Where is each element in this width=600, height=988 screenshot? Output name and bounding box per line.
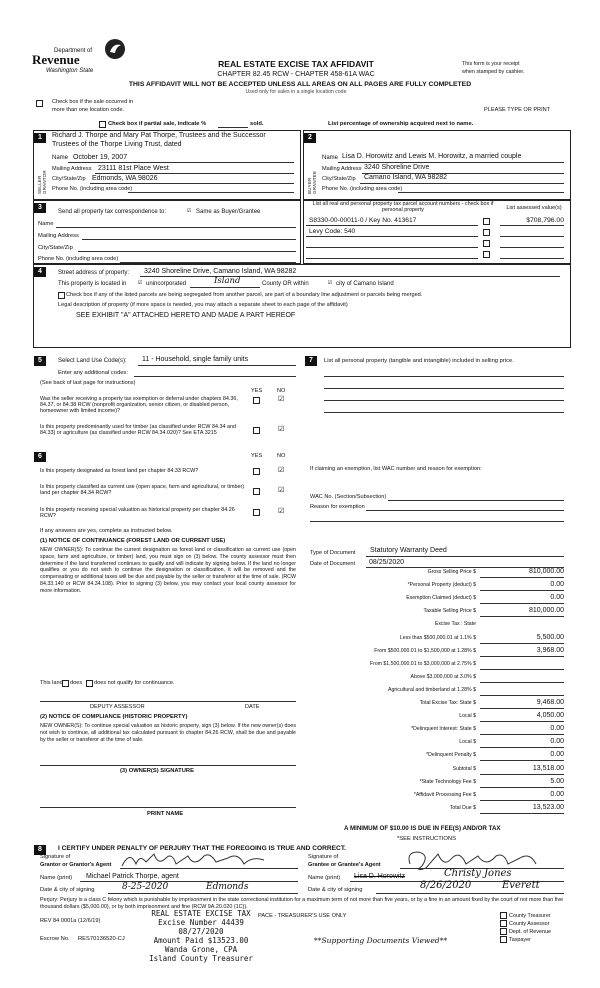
- sec5-q1-no[interactable]: [278, 396, 284, 404]
- tax-row-line: [480, 734, 564, 735]
- deputy-date-label: DATE: [245, 704, 260, 710]
- checkbox-icon: [500, 912, 507, 919]
- section-number-1: 1: [34, 133, 46, 143]
- doc-type[interactable]: Statutory Warranty Deed: [370, 547, 447, 554]
- tax-row-label: Gross Selling Price $: [427, 569, 476, 575]
- tax-row-value[interactable]: 810,000.00: [528, 568, 564, 575]
- yes-header-6: YES: [251, 453, 263, 459]
- tax-row-line: [480, 721, 564, 722]
- grantor-sig-label-2: Grantor or Grantor's Agent: [40, 862, 112, 868]
- notice-compliance-body: NEW OWNER(S): To continue special valuation as historic property, sign (3) below. If the new owner(s) does not wish to continue, all additional tax calculated pursuant to chapter 84.26 RCW, shall be due and payable by the seller or transferor at the time of sale.: [40, 723, 296, 743]
- dor-logo: [32, 38, 132, 78]
- tax-row-label: Agricultural and timberland at 1.28% $: [388, 686, 476, 693]
- tax-row-line: [480, 695, 564, 696]
- corr-name-field[interactable]: [56, 227, 296, 228]
- tax-row-line: [480, 774, 564, 775]
- checked-box-icon: ☑: [137, 279, 143, 286]
- segregated-label: Check box if any of the listed parcels are being segregated from another parcel, are part of a boundary line adjustment or parcels being merged.: [66, 292, 423, 298]
- seller-name-text[interactable]: Richard J. Thorpe and Mary Pat Thorpe, Trustees and the Successor Trustees of the Thorpe Living Trust, dated: [52, 132, 266, 148]
- exemption-label: If claiming an exemption, list WAC number and reason for exemption:: [310, 466, 482, 472]
- copy-distribution-label: County Treasurer: [509, 912, 551, 919]
- seller-city-label: City/State/Zip: [52, 176, 86, 182]
- seller-city-line: [90, 183, 294, 184]
- stamp-line: Amount Paid $13523.00: [153, 936, 249, 945]
- copy-distribution-list: [500, 912, 580, 944]
- grantor-sig-label-1: Signature of: [40, 854, 71, 860]
- certify-statement: I CERTIFY UNDER PENALTY OF PERJURY THAT THE FOREGOING IS TRUE AND CORRECT.: [58, 845, 346, 852]
- street-line: [140, 276, 560, 277]
- parcel-personal-checkbox-4[interactable]: [483, 251, 492, 258]
- tax-row-label: Total Due $: [449, 804, 476, 811]
- corr-phone-label: Phone No. (including area code): [38, 256, 119, 262]
- wac-field[interactable]: [388, 500, 564, 501]
- escrow-label: Escrow No.: [40, 936, 70, 942]
- tax-row-label: Less than $500,000.01 at 1.1% $: [399, 634, 476, 641]
- deputy-signature-line[interactable]: [40, 701, 296, 702]
- type-print-note: PLEASE TYPE OR PRINT: [484, 107, 551, 113]
- tax-row-label: *Delinquent Interest: State $: [411, 726, 476, 733]
- personal-line-1[interactable]: [324, 376, 564, 377]
- corr-phone-field[interactable]: [120, 262, 296, 263]
- tax-row-value[interactable]: 9,468.00: [536, 699, 564, 706]
- city-of-label: city of Camano Island: [336, 281, 394, 287]
- assessed-line-2: [500, 236, 564, 237]
- tax-row-value[interactable]: 0.00: [550, 738, 564, 746]
- see-instructions-note: *SEE INSTRUCTIONS: [397, 836, 456, 842]
- buyer-name-line: [338, 162, 564, 163]
- sec6-q3-yes[interactable]: [253, 509, 262, 516]
- escrow-number[interactable]: RES70136520-CJ: [78, 936, 125, 942]
- receipt-note-1: This form is your receipt: [462, 61, 520, 67]
- sec6-question-2: Is this property classified as current use (open space, farm and agricultural, or timber) land per chapter 84.34 RCW?: [40, 484, 245, 497]
- seller-side-label: SELLER GRANTOR: [37, 170, 48, 194]
- checkbox-icon: [483, 218, 490, 225]
- assessed-line-3: [500, 247, 564, 248]
- additional-codes-label: Enter any additional codes:: [58, 370, 128, 376]
- multi-location-label-1: Check box if the sale occurred in: [52, 99, 134, 105]
- grantee-date[interactable]: 8/26/2020: [420, 880, 472, 891]
- deputy-assessor-label: DEPUTY ASSESSOR: [90, 704, 145, 710]
- personal-line-2[interactable]: [324, 388, 564, 389]
- city-of-checkbox[interactable]: [327, 280, 335, 287]
- street-address[interactable]: 3240 Shoreline Drive, Camano Island, WA 98282: [144, 268, 297, 275]
- tax-row-label: From $500,000.01 to $1,500,000 at 1.28% $: [374, 647, 476, 654]
- tax-row-line: [480, 682, 564, 683]
- tax-row-line: [480, 643, 564, 644]
- grantor-city[interactable]: Edmonds: [206, 882, 249, 892]
- legal-description[interactable]: SEE EXHIBIT "A" ATTACHED HERETO AND MADE A PART HEREOF: [76, 312, 296, 319]
- checkbox-icon: [62, 680, 69, 687]
- doc-date-label: Date of Document: [310, 561, 356, 567]
- sec6-q1-yes[interactable]: [253, 468, 262, 475]
- reason-field-2[interactable]: [310, 521, 564, 522]
- tax-row-value[interactable]: 0.00: [550, 790, 564, 798]
- seller-mailing-label: Mailing Address: [52, 166, 92, 172]
- copy-distribution-item[interactable]: [500, 920, 580, 928]
- form-warning: THIS AFFIDAVIT WILL NOT BE ACCEPTED UNLESS ALL AREAS ON ALL PAGES ARE FULLY COMPLETED: [128, 81, 472, 88]
- checked-box-icon: ☑: [278, 508, 285, 515]
- parcel-number[interactable]: S8330-00-00011-0 / Key No. 413617: [309, 217, 417, 224]
- assessed-header: List assessed value(s): [506, 205, 562, 211]
- land-use-code[interactable]: 11 - Household, single family units: [142, 356, 249, 363]
- tax-row-label: *Personal Property (deduct) $: [407, 582, 476, 589]
- copy-distribution-item[interactable]: [500, 928, 580, 936]
- dor-swirl-icon: [104, 38, 126, 60]
- checkbox-icon: [253, 397, 260, 404]
- tax-row-value[interactable]: 810,000.00: [528, 607, 564, 615]
- seller-mailing[interactable]: 23111 81st Place West: [98, 165, 169, 172]
- send-correspondence-label: Send all property tax correspondence to:: [58, 209, 167, 215]
- stamp-line: Wanda Grone, CPA: [164, 945, 238, 954]
- tax-row-value[interactable]: 13,523.00: [532, 803, 564, 811]
- form-usage: Used only for sales in a single location code: [245, 89, 347, 95]
- parcel-line-2: [306, 236, 478, 237]
- tax-row-label: Total Excise Tax: State $: [419, 700, 476, 706]
- parcel-personal-checkbox-2[interactable]: [483, 229, 492, 236]
- section-number-6: 6: [34, 452, 46, 462]
- copy-distribution-label: Taxpayer: [509, 936, 531, 943]
- checkbox-icon: [253, 427, 260, 434]
- if-yes-note: If any answers are yes, complete as instructed below.: [40, 528, 173, 534]
- same-as-buyer-checkbox[interactable]: [186, 208, 194, 215]
- seller-phone-field[interactable]: [128, 192, 294, 193]
- copy-distribution-label: County Assessor: [509, 920, 550, 927]
- land-does-not-label: does not qualify for continuance.: [94, 680, 175, 686]
- buyer-phone-label: Phone No. (including area code): [322, 186, 403, 192]
- sec5-q1-yes[interactable]: [253, 397, 262, 404]
- tax-row-line: [480, 577, 564, 578]
- treasurer-use-label: PACE - TREASURER'S USE ONLY: [258, 913, 347, 919]
- no-header-6: NO: [277, 453, 286, 459]
- located-label: This property is located in: [58, 281, 127, 287]
- tax-row-value[interactable]: 0.00: [550, 581, 564, 589]
- supporting-docs-stamp: **Supporting Documents Viewed**: [314, 936, 448, 945]
- grantor-date-label: Date & city of signing: [40, 887, 95, 893]
- seller-date[interactable]: October 19, 2007: [73, 154, 128, 161]
- section-number-8: 8: [34, 845, 46, 855]
- tax-row-line: [480, 747, 564, 748]
- seller-name-line: [68, 162, 294, 163]
- minimum-due-note: A MINIMUM OF $10.00 IS DUE IN FEE(S) AND/OR TAX: [344, 825, 501, 832]
- grantor-name[interactable]: Michael Patrick Thorpe, agent: [86, 873, 179, 880]
- checkbox-icon: [253, 488, 260, 495]
- sec6-question-3: Is this property receiving special valuation as historical property per chapter 84.26 RCW?: [40, 507, 235, 520]
- tax-row-label: Subtotal $: [452, 765, 476, 772]
- section-number-3: 3: [34, 203, 46, 213]
- checkbox-icon: [99, 121, 106, 128]
- checked-box-icon: ☑: [278, 396, 285, 403]
- sec6-q2-no[interactable]: [278, 487, 284, 495]
- checked-box-icon: ☑: [278, 487, 285, 494]
- sec6-q2-yes[interactable]: [253, 488, 262, 495]
- tax-row-label: Exemption Claimed (deduct) $: [406, 595, 476, 602]
- parcel-personal-checkbox[interactable]: [483, 218, 492, 225]
- see-back-note: (See back of last page for instructions): [40, 380, 136, 386]
- assessed-value[interactable]: $708,796.00: [526, 217, 564, 224]
- sec5-question-1: Was the seller receiving a property tax exemption or deferral under chapters 84.36, 84.37, or 84.38 RCW (nonprofit organization, senior citizen, or disabled person, homeowner with limited income)?: [40, 396, 238, 415]
- tax-row-label: Above $3,000,000 at 3.0% $: [410, 673, 476, 680]
- stamp-line: Excise Number 44439: [158, 918, 244, 927]
- notice-continuance-title: (1) NOTICE OF CONTINUANCE (FOREST LAND OR CURRENT USE): [40, 538, 226, 544]
- corr-mailing-field[interactable]: [82, 239, 296, 240]
- tax-row-value[interactable]: 5.00: [550, 777, 564, 785]
- dept-small: Department of: [54, 48, 93, 54]
- tax-row-label: From $1,500,000.01 to $3,000,000 at 2.75% $: [369, 660, 476, 667]
- doc-type-label: Type of Document: [310, 550, 356, 556]
- buyer-city-line: [360, 183, 564, 184]
- tax-row-line: [480, 708, 564, 709]
- grantee-city[interactable]: Everett: [502, 880, 540, 891]
- checkbox-icon: [483, 229, 490, 236]
- checkbox-icon: [36, 100, 43, 107]
- buyer-side-label: BUYER GRANTEE: [307, 170, 318, 194]
- grantee-sig-label-1: Signature of: [308, 854, 339, 860]
- seller-city[interactable]: Edmonds, WA 98026: [92, 175, 158, 182]
- section-number-4: 4: [34, 267, 46, 277]
- buyer-mailing-label: Mailing Address: [322, 166, 362, 172]
- checked-box-icon: ☑: [327, 279, 333, 286]
- tax-row-line: [480, 760, 564, 761]
- checkbox-icon: [500, 920, 507, 927]
- notice-continuance-body: NEW OWNER(S): To continue the current designation as forest land or classification as current use (open space, farm and agriculture, or timber) land, you must sign on (3) below. The county assessor must then determine if the land transferred continues to qualify and will indicate by signing below. If the land no longer qualifies or you do not wish to continue the designation or classification, it will be removed and the compensating or additional taxes will be due and payable by the seller or transferor at the time of sale. (RCW 84.33.140 or RCW 84.34.108). Prior to signing (3) below, you may contact your local county assessor for more information.: [40, 547, 296, 594]
- checkbox-icon: [483, 251, 490, 258]
- seller-mailing-line: [95, 173, 294, 174]
- checked-box-icon: ☑: [278, 467, 285, 474]
- copy-distribution-item[interactable]: [500, 912, 580, 920]
- reason-field[interactable]: [366, 510, 564, 511]
- notice-compliance-title: (2) NOTICE OF COMPLIANCE (HISTORIC PROPERTY): [40, 714, 188, 720]
- assessed-line-4: [500, 258, 564, 259]
- parcel-line-4: [306, 258, 478, 259]
- tax-row-label: Taxable Selling Price $: [423, 608, 476, 615]
- corr-mailing-label: Mailing Address: [38, 233, 79, 239]
- unincorporated-checkbox[interactable]: [137, 280, 145, 287]
- this-land-label: This land: [40, 680, 63, 686]
- land-use-line: [138, 365, 296, 366]
- partial-sale-percent-field[interactable]: [218, 127, 248, 128]
- copy-distribution-item[interactable]: [500, 936, 580, 944]
- legal-label: Legal description of property (if more space is needed, you may attach a separate sheet to each page of the affidavit): [58, 302, 348, 308]
- tax-row-line: [480, 616, 564, 617]
- tax-row-line: [480, 813, 564, 814]
- owner-signature-line[interactable]: [40, 765, 296, 766]
- form-subtitle: CHAPTER 82.45 RCW - CHAPTER 458-61A WAC: [217, 71, 375, 78]
- same-as-buyer-label: Same as Buyer/Grantee: [196, 209, 261, 215]
- tax-calculation-table: [300, 568, 570, 818]
- grantee-name-label: Name (print): [308, 875, 341, 881]
- form-title: REAL ESTATE EXCISE TAX AFFIDAVIT: [218, 59, 374, 69]
- grantor-name-line: [80, 881, 298, 882]
- dept-big: Revenue: [32, 52, 80, 67]
- tax-row-label: *Delinquent Penalty $: [426, 752, 476, 759]
- personal-property-label: List all personal property (tangible and intangible) included in selling price.: [324, 358, 514, 364]
- personal-line-3[interactable]: [324, 400, 564, 401]
- multi-location-label-2: more than one location code.: [52, 107, 125, 113]
- tax-row-label: Local $: [459, 713, 476, 720]
- doc-date[interactable]: 08/25/2020: [369, 559, 405, 566]
- buyer-phone-field[interactable]: [398, 192, 564, 193]
- grantor-date-line: [108, 893, 298, 894]
- dept-state: Washington State: [46, 68, 94, 74]
- treasurer-stamp: [126, 909, 276, 963]
- yes-header-5: YES: [251, 388, 263, 394]
- tax-row-line: [480, 603, 564, 604]
- county-or-within-label: County OR within: [262, 281, 309, 287]
- parcel-line-3: [306, 247, 478, 248]
- tax-row-label: *State Technology Fee $: [419, 778, 476, 785]
- tax-row-label: *Affidavit Processing Fee $: [413, 791, 476, 798]
- assessed-line-1: [500, 225, 564, 226]
- sec5-q2-no[interactable]: [278, 426, 284, 434]
- reason-label: Reason for exemption: [310, 504, 365, 510]
- section-number-5: 5: [34, 356, 46, 366]
- tax-row-label: Local $: [459, 739, 476, 746]
- checkbox-icon: [253, 468, 260, 475]
- checkbox-icon: [500, 928, 507, 935]
- personal-line-4[interactable]: [324, 412, 564, 413]
- grantor-sig-line: [120, 868, 298, 869]
- stamp-line: REAL ESTATE EXCISE TAX: [151, 909, 251, 918]
- tax-row-value[interactable]: 13,518.00: [532, 764, 564, 772]
- tax-row-label: Excise Tax : State: [434, 621, 476, 628]
- print-name-line[interactable]: [40, 807, 296, 808]
- grantee-name-struck[interactable]: Lisa D. Horowitz: [354, 873, 405, 880]
- stamp-line: Island County Treasurer: [149, 954, 253, 963]
- street-label: Street address of property:: [58, 270, 130, 276]
- tax-row-value[interactable]: 0.00: [550, 725, 564, 733]
- checkbox-icon: [253, 509, 260, 516]
- buyer-city[interactable]: Camano Island, WA 98282: [364, 174, 448, 181]
- corr-name-label: Name: [38, 221, 54, 227]
- sec5-question-2: Is this property predominantly used for timber (as classified under RCW 84.34 and 84.33) or agriculture (as classified under RCW 84.34.020)? See ETA 3215: [40, 424, 236, 437]
- seller-phone-label: Phone No. (including area code): [52, 186, 133, 192]
- owner-signature-label: (3) OWNER(S) SIGNATURE: [120, 768, 194, 774]
- sec5-q2-yes[interactable]: [253, 427, 262, 434]
- corr-city-label: City/State/Zip: [38, 245, 73, 251]
- receipt-note-2: when stamped by cashier.: [462, 69, 525, 75]
- grantee-date-line: [376, 893, 564, 894]
- sec6-q1-no[interactable]: [278, 467, 284, 475]
- additional-codes-field[interactable]: [134, 376, 296, 377]
- doc-type-line: [366, 556, 564, 557]
- grantor-date[interactable]: 8-25-2020: [122, 882, 169, 892]
- buyer-name[interactable]: Lisa D. Horowitz and Lewis M. Horowitz, a married couple: [342, 153, 522, 160]
- buyer-name-label: Name: [322, 155, 339, 161]
- copy-distribution-label: Dept. of Revenue: [509, 928, 551, 935]
- grantee-sig-label-2: Grantee or Grantee's Agent: [308, 862, 381, 868]
- checked-box-icon: ☑: [186, 207, 192, 214]
- tax-row-value[interactable]: 0.00: [550, 594, 564, 602]
- form-revision: REV 84 0001a (12/6/19): [40, 918, 101, 924]
- tax-row-value[interactable]: 5,500.00: [536, 633, 564, 641]
- multi-location-checkbox[interactable]: [36, 100, 45, 107]
- partial-sale-label: Check box if partial sale, indicate %: [108, 121, 207, 127]
- county-name[interactable]: Island: [214, 276, 241, 286]
- checkbox-icon: [58, 292, 65, 299]
- tax-row-line: [480, 787, 564, 788]
- parcel-header: List all real and personal property tax parcel account numbers - check box if personal property: [312, 201, 494, 214]
- checkbox-icon: [483, 240, 490, 247]
- ownership-label: List percentage of ownership acquired next to name.: [328, 121, 474, 127]
- grantee-date-label: Date & city of signing: [308, 887, 363, 893]
- seller-name-label: Name: [52, 155, 69, 161]
- stamp-line: 08/27/2020: [178, 927, 224, 936]
- grantee-name-handwritten[interactable]: Christy Jones: [444, 868, 512, 879]
- tax-row-value[interactable]: 3,968.00: [536, 646, 564, 654]
- buyer-mailing[interactable]: 3240 Shoreline Drive: [364, 164, 430, 171]
- tax-row-line: [480, 656, 564, 657]
- parcel-personal-checkbox-3[interactable]: [483, 240, 492, 247]
- tax-row-line: [480, 669, 564, 670]
- parcel-line-1: [306, 225, 478, 226]
- sec6-q3-no[interactable]: [278, 508, 284, 516]
- checkbox-icon: [500, 936, 507, 943]
- perjury-statement: Perjury: Perjury is a class C felony which is punishable by imprisonment in the state correctional institution for a maximum term of not more than five years, or by a fine in an amount fixed by the court of not more than five thousand dollars ($5,000.00), or by both imprisonment and fine (RCW 9A.20.020 (1C)).: [40, 897, 564, 910]
- unincorporated-label: unincorporated: [146, 281, 187, 287]
- tax-row-value[interactable]: 0.00: [550, 751, 564, 759]
- section-number-7: 7: [305, 356, 317, 366]
- wac-label: WAC No. (Section/Subsection): [310, 494, 387, 500]
- checked-box-icon: ☑: [278, 426, 285, 433]
- tax-row-line: [480, 800, 564, 801]
- tax-row-line: [480, 590, 564, 591]
- grantor-name-label: Name (print): [40, 875, 73, 881]
- county-line: [190, 287, 260, 288]
- partial-sale-checkbox[interactable]: [99, 121, 108, 128]
- checkbox-icon: [86, 680, 93, 687]
- levy-code[interactable]: Levy Code: 540: [309, 228, 356, 235]
- partial-sale-sold: sold.: [250, 121, 264, 127]
- section-number-2: 2: [304, 133, 316, 143]
- buyer-city-label: City/State/Zip: [322, 176, 356, 182]
- land-use-label: Select Land Use Code(s):: [58, 358, 127, 364]
- tax-row-value[interactable]: 4,050.00: [536, 712, 564, 720]
- corr-city-field[interactable]: [78, 251, 296, 252]
- land-does-label: does: [70, 680, 83, 686]
- print-name-label: PRINT NAME: [147, 811, 184, 817]
- no-header-5: NO: [277, 388, 286, 394]
- sec6-question-1: Is this property designated as forest land per chapter 84.33 RCW?: [40, 468, 199, 474]
